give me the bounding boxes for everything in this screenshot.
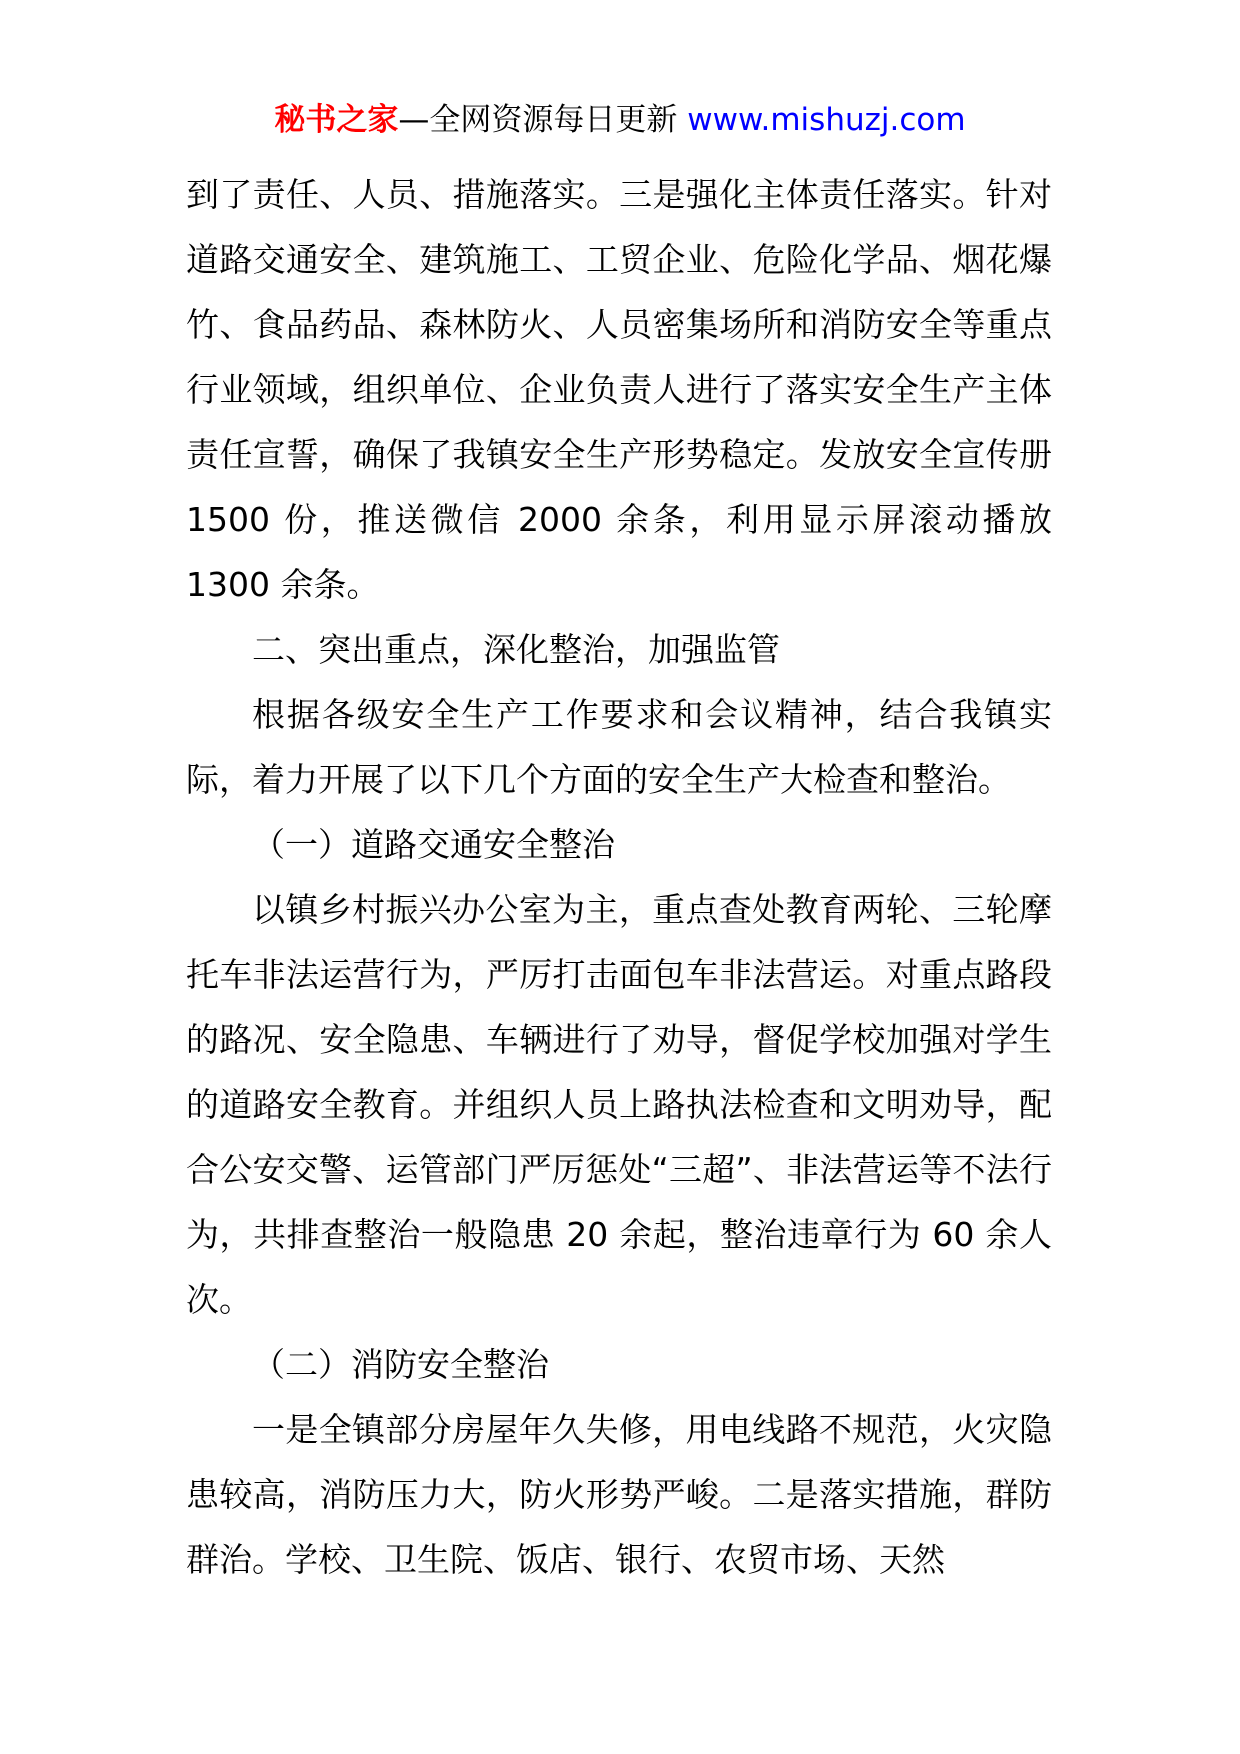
brand-name: 秘书之家: [274, 102, 399, 138]
subsection-heading-1: （一）道路交通安全整治: [252, 825, 615, 864]
paragraph-fire-safety: 一是全镇部分房屋年久失修，用电线路不规范，火灾隐患较高，消防压力大，防火形势严峻。二是落实措施，群防群治。学校、卫生院、饭店、银行、农贸市场、天然: [186, 1410, 1052, 1579]
paragraph-intro: 根据各级安全生产工作要求和会议精神，结合我镇实际，着力开展了以下几个方面的安全生产大检查和整治。: [186, 695, 1052, 799]
paragraph-continued: 到了责任、人员、措施落实。三是强化主体责任落实。针对道路交通安全、建筑施工、工贸企业、危险化学品、烟花爆竹、食品药品、森林防火、人员密集场所和消防安全等重点行业领域，组织单位、企业负责人进行了落实安全生产主体责任宣誓，确保了我镇安全生产形势稳定。发放安全宣传册 1500 份，推送微信 2000 余条，利用显示屏滚动播放 1300 余条。: [186, 175, 1052, 604]
paragraph-road-safety: 以镇乡村振兴办公室为主，重点查处教育两轮、三轮摩托车非法运营行为，严厉打击面包车非法营运。对重点路段的路况、安全隐患、车辆进行了劝导，督促学校加强对学生的道路安全教育。并组织人员上路执法检查和文明劝导，配合公安交警、运管部门严厉惩处“三超”、非法营运等不法行为，共排查整治一般隐患 20 余起，整治违章行为 60 余人次。: [186, 890, 1052, 1319]
page-header: [0, 100, 1240, 140]
section-heading-2: 二、突出重点，深化整治，加强监管: [252, 630, 780, 669]
header-slogan: —全网资源每日更新: [398, 102, 678, 138]
document-body: [186, 162, 1052, 1592]
site-url-link[interactable]: www.mishuzj.com: [687, 102, 966, 138]
subsection-heading-2: （二）消防安全整治: [252, 1345, 549, 1384]
